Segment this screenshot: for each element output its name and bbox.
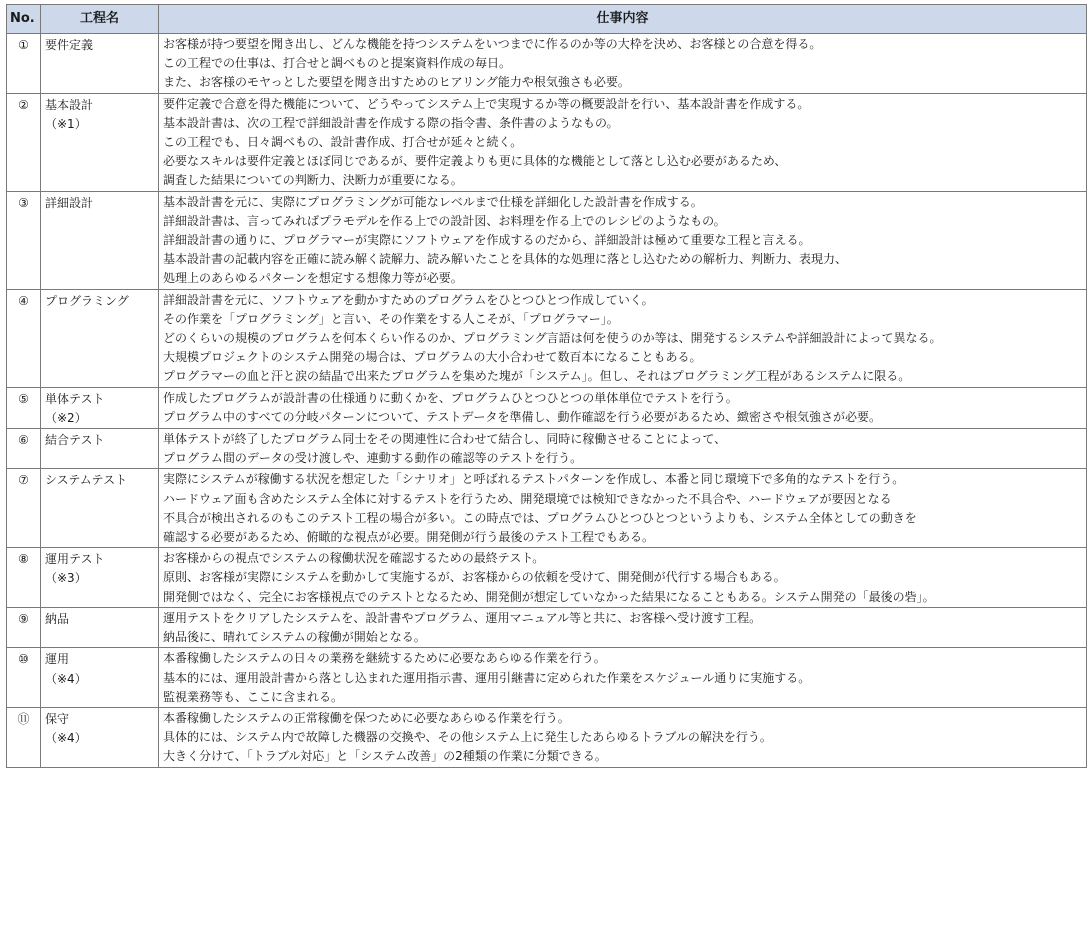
- job-description-cell: [159, 387, 1087, 428]
- job-description-cell: [159, 429, 1087, 469]
- process-note: （※1）: [45, 116, 87, 131]
- job-description-cell: [159, 548, 1087, 608]
- description-line: 不具合が検出されるのもこのテスト工程の場合が多い。この時点では、プログラムひとつひとつというよりも、システム全体としての動きを: [163, 510, 917, 525]
- header-job-description: 仕事内容: [159, 5, 1087, 34]
- process-name: 詳細設計: [45, 195, 94, 210]
- process-name: 結合テスト: [45, 433, 105, 448]
- description-line: 大きく分けて、「トラブル対応」と「システム改善」の2種類の作業に分類できる。: [163, 749, 607, 764]
- description-line: 開発側ではなく、完全にお客様視点でのテストとなるため、開発側が想定していなかった結果になることもある。システム開発の「最後の砦」。: [163, 589, 935, 604]
- row-number: ⑤: [7, 387, 41, 428]
- description-line: また、お客様のモヤっとした要望を聞き出すためのヒアリング能力や根気強さも必要。: [163, 75, 630, 90]
- description-line: 基本設計書の記載内容を正確に読み解く読解力、読み解いたことを具体的な処理に落とし込むための解析力、判断力、表現力、: [163, 252, 848, 267]
- table-row: [7, 191, 1087, 289]
- row-number: ⑦: [7, 469, 41, 548]
- description-line: お客様からの視点でシステムの稼働状況を確認するための最終テスト。: [163, 551, 545, 566]
- description-line: 作成したプログラムが設計書の仕様通りに動くかを、プログラムひとつひとつの単体単位でテストを行う。: [163, 390, 738, 405]
- description-line: ハードウェア面も含めたシステム全体に対するテストを行うため、開発環境では検知できなかった不具合や、ハードウェアが要因となる: [163, 491, 892, 506]
- description-line: 実際にシステムが稼働する状況を想定した「シナリオ」と呼ばれるテストパターンを作成し、本番と同じ環境下で多角的なテストを行う。: [163, 472, 905, 487]
- process-name-cell: [41, 469, 159, 548]
- job-description-cell: [159, 289, 1087, 387]
- table-row: [7, 469, 1087, 548]
- row-number: ①: [7, 34, 41, 94]
- description-line: 大規模プロジェクトのシステム開発の場合は、プログラムの大小合わせて数百本になることもある。: [163, 350, 702, 365]
- process-table: [6, 4, 1087, 768]
- process-name: 要件定義: [45, 38, 94, 52]
- row-number: ⑪: [7, 707, 41, 767]
- job-description-cell: [159, 93, 1087, 191]
- process-note: （※4）: [45, 671, 87, 686]
- description-line: プログラム中のすべての分岐パターンについて、テストデータを準備し、動作確認を行う必要があるため、緻密さや根気強さが必要。: [163, 409, 881, 424]
- table-row: [7, 34, 1087, 94]
- job-description-cell: [159, 607, 1087, 647]
- table-row: [7, 607, 1087, 647]
- header-row: [7, 5, 1087, 34]
- description-line: 確認する必要があるため、俯瞰的な視点が必要。開発側が行う最後のテスト工程でもある。: [163, 530, 655, 545]
- description-line: この工程でも、日々調べもの、設計書作成、打合せが延々と続く。: [163, 135, 523, 150]
- row-number: ⑧: [7, 548, 41, 608]
- description-line: 要件定義で合意を得た機能について、どうやってシステム上で実現するか等の概要設計を行い、基本設計書を作成する。: [163, 96, 810, 111]
- row-number: ⑨: [7, 607, 41, 647]
- header-no: No.: [7, 5, 41, 34]
- description-line: 単体テストが終了したプログラム同士をその関連性に合わせて結合し、同時に稼働させることによって、: [163, 432, 727, 447]
- description-line: 詳細設計書は、言ってみればプラモデルを作る上での設計図、お料理を作る上でのレシピのようなもの。: [163, 213, 726, 228]
- process-name: 単体テスト: [45, 391, 105, 406]
- process-name: 基本設計: [45, 97, 94, 112]
- description-line: 本番稼働したシステムの日々の業務を継続するために必要なあらゆる作業を行う。: [163, 651, 606, 666]
- description-line: 処理上のあらゆるパターンを想定する想像力等が必要。: [163, 271, 463, 286]
- row-number: ③: [7, 191, 41, 289]
- process-name-cell: [41, 191, 159, 289]
- description-line: その作業を「プログラミング」と言い、その作業をする人こそが、「プログラマー」。: [163, 311, 619, 326]
- process-name: システムテスト: [45, 473, 128, 488]
- job-description-cell: [159, 469, 1087, 548]
- table-body: [7, 34, 1087, 768]
- description-line: 調査した結果についての判断力、決断力が重要になる。: [163, 173, 463, 188]
- description-line: 監視業務等も、ここに含まれる。: [163, 689, 344, 704]
- table-row: [7, 429, 1087, 469]
- description-line: プログラム間のデータの受け渡しや、連動する動作の確認等のテストを行う。: [163, 451, 583, 466]
- job-description-cell: [159, 648, 1087, 708]
- process-name-cell: [41, 548, 159, 608]
- process-name-cell: [41, 707, 159, 767]
- process-name: 納品: [45, 611, 70, 626]
- process-name-cell: [41, 289, 159, 387]
- table-row: [7, 289, 1087, 387]
- description-line: 詳細設計書の通りに、プログラマーが実際にソフトウェアを作成するのだから、詳細設計は極めて重要な工程と言える。: [163, 233, 811, 248]
- description-line: 基本設計書は、次の工程で詳細設計書を作成する際の指令書、条件書のようなもの。: [163, 115, 619, 130]
- description-line: 具体的には、システム内で故障した機器の交換や、その他システム上に発生したあらゆるトラブルの解決を行う。: [163, 730, 772, 745]
- process-name-cell: [41, 648, 159, 708]
- table-row: [7, 387, 1087, 428]
- description-line: 納品後に、晴れてシステムの稼働が開始となる。: [163, 630, 426, 645]
- job-description-cell: [159, 191, 1087, 289]
- table-row: [7, 707, 1087, 767]
- description-line: お客様が持つ要望を聞き出し、どんな機能を持つシステムをいつまでに作るのか等の大枠を決め、お客様との合意を得る。: [163, 37, 822, 51]
- description-line: 必要なスキルは要件定義とほぼ同じであるが、要件定義よりも更に具体的な機能として落とし込む必要があるため、: [163, 154, 787, 169]
- process-name-cell: [41, 387, 159, 428]
- process-name: 運用テスト: [45, 552, 105, 567]
- job-description-cell: [159, 707, 1087, 767]
- job-description-cell: [159, 34, 1087, 94]
- row-number: ④: [7, 289, 41, 387]
- process-name: プログラミング: [45, 293, 129, 308]
- process-name-cell: [41, 93, 159, 191]
- row-number: ②: [7, 93, 41, 191]
- description-line: 基本的には、運用設計書から落とし込まれた運用指示書、運用引継書に定められた作業をスケジュール通りに実施する。: [163, 670, 811, 685]
- description-line: 運用テストをクリアしたシステムを、設計書やプログラム、運用マニュアル等と共に、お客様へ受け渡す工程。: [163, 610, 762, 625]
- process-note: （※2）: [45, 410, 87, 425]
- description-line: 本番稼働したシステムの正常稼働を保つために必要なあらゆる作業を行う。: [163, 710, 570, 725]
- description-line: 原則、お客様が実際にシステムを動かして実施するが、お客様からの依頼を受けて、開発側が代行する場合もある。: [163, 570, 786, 585]
- description-line: 基本設計書を元に、実際にプログラミングが可能なレベルまで仕様を詳細化した設計書を作成する。: [163, 194, 703, 209]
- description-line: どのくらいの規模のプログラムを何本くらい作るのか、プログラミング言語は何を使うのか等は、開発するシステムや詳細設計によって異なる。: [163, 331, 942, 346]
- table-row: [7, 648, 1087, 708]
- process-name-cell: [41, 34, 159, 94]
- process-name-cell: [41, 607, 159, 647]
- row-number: ⑩: [7, 648, 41, 708]
- row-number: ⑥: [7, 429, 41, 469]
- process-note: （※3）: [45, 571, 87, 586]
- table-row: [7, 548, 1087, 608]
- process-name-cell: [41, 429, 159, 469]
- process-note: （※4）: [45, 731, 87, 746]
- process-name: 運用: [45, 652, 70, 667]
- description-line: プログラマーの血と汗と涙の結晶で出来たプログラムを集めた塊が「システム」。但し、それはプログラミング工程があるシステムに限る。: [163, 369, 911, 384]
- description-line: この工程での仕事は、打合せと調べものと提案資料作成の毎日。: [163, 56, 512, 71]
- header-process-name: 工程名: [41, 5, 159, 34]
- table-row: [7, 93, 1087, 191]
- description-line: 詳細設計書を元に、ソフトウェアを動かすためのプログラムをひとつひとつ作成していく。: [163, 292, 654, 307]
- process-name: 保守: [45, 711, 70, 726]
